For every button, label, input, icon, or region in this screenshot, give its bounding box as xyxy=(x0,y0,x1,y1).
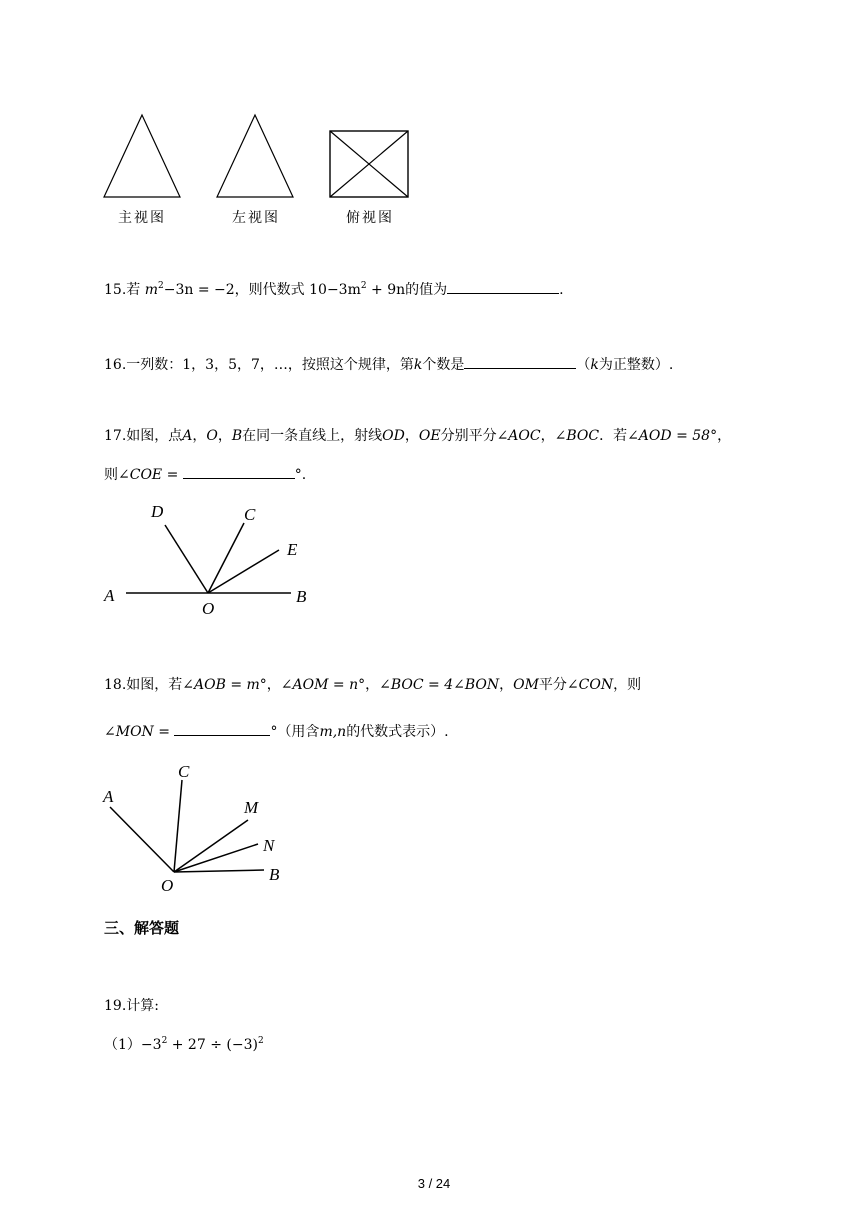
question-text: . xyxy=(559,282,564,298)
math-var: OD xyxy=(382,428,405,444)
math-expr: ∠AOM = n° xyxy=(280,677,366,693)
three-views-figure xyxy=(95,105,425,205)
question-text: ， xyxy=(365,677,380,693)
question-text: 平分 xyxy=(538,677,567,693)
answer-blank[interactable] xyxy=(183,464,295,479)
front-view-triangle xyxy=(104,115,180,197)
math-var: OM xyxy=(513,677,539,693)
question-18-line-1 xyxy=(104,675,641,695)
top-view-label: 俯视图 xyxy=(346,210,394,226)
math-var: OE xyxy=(418,428,441,444)
question-number: 16. xyxy=(104,357,127,373)
math-exponent: 2 xyxy=(360,281,367,291)
answer-blank[interactable] xyxy=(174,721,270,736)
point-label-N: N xyxy=(263,836,275,855)
question-text: ，则 xyxy=(613,677,642,693)
math-expr: ∠BOC = 4∠BON xyxy=(379,677,500,693)
question-text: 个数是 xyxy=(422,357,465,373)
ray-OD xyxy=(165,525,208,593)
math-var: m,n xyxy=(319,724,347,740)
left-view-triangle xyxy=(217,115,293,197)
math-expr: + 27 ÷ (−3) xyxy=(167,1037,258,1053)
point-label-O: O xyxy=(202,599,215,618)
question-text: 如图，点 xyxy=(126,428,183,444)
math-expr: ∠AOD = 58° xyxy=(627,428,718,444)
math-var: m xyxy=(144,282,158,298)
question-number: 19. xyxy=(104,998,127,1014)
question-18-line-2 xyxy=(104,721,449,742)
question-text: 一列数：1，3，5，7，…，按照这个规律，第 xyxy=(126,357,414,373)
math-var: A xyxy=(182,428,193,444)
left-view-label: 左视图 xyxy=(232,210,280,226)
point-label-A: A xyxy=(104,586,115,605)
point-label-O: O xyxy=(161,876,174,895)
math-exponent: 2 xyxy=(158,281,164,291)
question-text: 在同一条直线上，射线 xyxy=(242,428,383,444)
question-text: ， xyxy=(266,677,281,693)
question-text: ， xyxy=(217,428,232,444)
figure-18 xyxy=(98,760,298,900)
question-16 xyxy=(104,354,673,375)
math-var: O xyxy=(206,428,218,444)
math-expr: 10−3m xyxy=(309,282,361,298)
math-expr: ∠AOC xyxy=(496,428,541,444)
question-19-part-1 xyxy=(104,1035,264,1055)
question-text: 的代数式表示）. xyxy=(346,724,449,740)
question-text: ， xyxy=(499,677,514,693)
question-number: 15. xyxy=(104,282,127,298)
ray-OM xyxy=(174,820,248,872)
math-expr: ∠CON xyxy=(566,677,614,693)
math-var: B xyxy=(231,428,243,444)
question-text: ， xyxy=(540,428,555,444)
section-heading: 三、解答题 xyxy=(104,919,180,937)
subquestion-label: （1） xyxy=(104,1037,141,1053)
point-label-C: C xyxy=(178,762,190,781)
question-text: 则 xyxy=(104,467,118,483)
question-text: 若 xyxy=(126,282,141,298)
point-label-E: E xyxy=(287,540,298,559)
question-text: 分别平分 xyxy=(440,428,497,444)
question-17-line-1 xyxy=(104,426,731,446)
question-number: 17. xyxy=(104,428,127,444)
ray-ON xyxy=(174,844,258,872)
ray-OA xyxy=(110,807,174,872)
point-label-D: D xyxy=(151,502,164,521)
question-text: 为正整数）. xyxy=(598,357,674,373)
math-expr: + 9n xyxy=(366,282,406,298)
point-label-A: A xyxy=(103,787,114,806)
point-label-C: C xyxy=(244,505,256,524)
front-view-label: 主视图 xyxy=(118,210,166,226)
ray-OB xyxy=(174,870,264,872)
math-expr: ∠BOC xyxy=(554,428,600,444)
math-expr: ∠MON = xyxy=(104,724,170,740)
question-text: °（用含 xyxy=(270,724,320,740)
math-var: k xyxy=(413,357,423,373)
math-exponent: 2 xyxy=(257,1036,264,1046)
point-label-M: M xyxy=(244,798,259,817)
question-text: ， xyxy=(404,428,419,444)
question-text: （ xyxy=(576,357,591,373)
answer-blank[interactable] xyxy=(464,354,576,369)
page-number: 3 / 24 xyxy=(417,1176,451,1191)
math-expr: ∠AOB = m° xyxy=(182,677,267,693)
point-label-B: B xyxy=(269,865,280,884)
question-text: ， xyxy=(192,428,207,444)
question-text: °. xyxy=(294,467,307,483)
question-17-line-2 xyxy=(104,464,306,485)
question-text: 的值为 xyxy=(405,282,448,298)
figure-17 xyxy=(98,495,328,625)
math-exponent: 2 xyxy=(161,1036,168,1046)
question-19 xyxy=(104,996,159,1016)
question-text: ， xyxy=(717,428,732,444)
math-expr: ∠COE = xyxy=(118,467,179,483)
point-label-B: B xyxy=(296,587,307,606)
math-expr: −3 xyxy=(140,1037,162,1053)
question-text: 如图，若 xyxy=(126,677,183,693)
question-text: ．若 xyxy=(599,428,628,444)
math-var: k xyxy=(590,357,599,373)
question-text: ，则代数式 xyxy=(234,282,310,298)
question-text: 计算: xyxy=(126,998,159,1014)
ray-OC xyxy=(174,780,182,872)
question-number: 18. xyxy=(104,677,127,693)
answer-blank[interactable] xyxy=(447,279,559,294)
math-expr: −3n = −2 xyxy=(163,282,235,298)
question-15 xyxy=(104,279,564,300)
